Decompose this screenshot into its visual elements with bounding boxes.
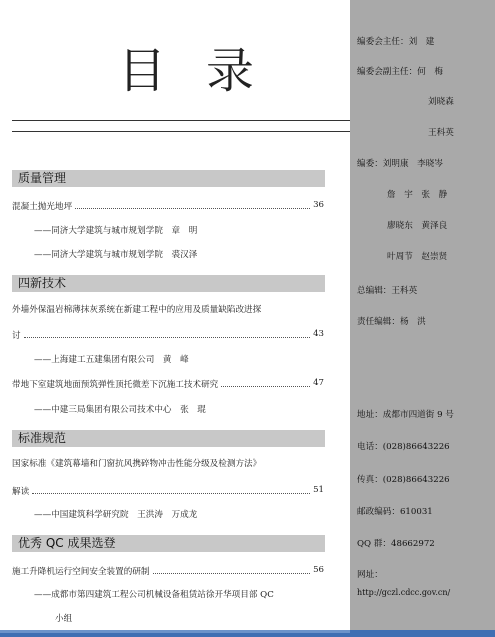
toc-author: ——成都市第四建筑工程公司机械设备租赁站徐开华项目部 QC <box>34 590 274 600</box>
leader-dots <box>153 565 311 574</box>
toc-author: ——中国建筑科学研究院 王洪涛 万成龙 <box>34 510 198 520</box>
leader-dots <box>32 485 310 494</box>
toc-page: 36 <box>313 200 324 210</box>
toc-page: 47 <box>313 378 324 388</box>
toc-entry[interactable] <box>12 329 324 341</box>
toc-page: 51 <box>313 485 324 495</box>
contact-address: 地址：成都市四道街 9 号 <box>357 410 454 420</box>
bottom-color-bar <box>0 630 495 637</box>
contact-postcode: 邮政编码：610031 <box>357 507 433 517</box>
bottom-color-bar-left <box>0 630 350 633</box>
masthead-resp-editor: 责任编辑：杨 洪 <box>357 317 426 327</box>
toc-entry[interactable] <box>12 378 324 390</box>
toc-title: 解读 <box>12 487 30 497</box>
leader-dots <box>24 329 310 338</box>
toc-author: ——同济大学建筑与城市规划学院 章 明 <box>34 226 198 236</box>
toc-author: ——上海建工五建集团有限公司 黄 峰 <box>34 355 189 365</box>
masthead-members-2: 詹 宇 张 静 <box>387 190 448 200</box>
contact-web-link[interactable]: http://gczl.cdcc.gov.cn/ <box>357 588 451 597</box>
toc-author-cont: 小组 <box>55 614 73 624</box>
masthead-vice-2: 刘晓森 <box>428 97 454 107</box>
section-header-new-tech: 四新技术 <box>12 275 325 292</box>
divider-bottom <box>12 131 350 132</box>
toc-title: 混凝土抛光地坪 <box>12 202 73 212</box>
leader-dots <box>75 200 310 209</box>
toc-entry[interactable] <box>12 485 324 497</box>
toc-title-line[interactable]: 外墙外保温岩棉薄抹灰系统在新建工程中的应用及质量缺陷改进探 <box>12 305 262 315</box>
page-title <box>118 32 255 101</box>
contact-phone: 电话：(028)86643226 <box>357 442 450 452</box>
masthead-members-3: 廖晓东 黄泽良 <box>387 221 448 231</box>
section-header-quality: 质量管理 <box>12 170 325 187</box>
toc-title-line[interactable]: 国家标准《建筑幕墙和门窗抗风携碎物冲击性能分级及检测方法》 <box>12 459 262 469</box>
masthead-editor: 总编辑：王科英 <box>357 286 418 296</box>
title-char-2: 录 <box>206 43 255 99</box>
section-header-qc: 优秀 QC 成果选登 <box>12 535 325 552</box>
masthead-sidebar <box>350 0 495 630</box>
contact-qq: QQ 群：48662972 <box>357 539 435 549</box>
toc-author: ——中建三局集团有限公司技术中心 张 琨 <box>34 405 206 415</box>
toc-title: 讨 <box>12 331 21 341</box>
masthead-chief: 编委会主任：刘 建 <box>357 37 435 47</box>
divider-top <box>12 120 350 121</box>
title-char-1: 目 <box>118 43 167 99</box>
contact-fax: 传真：(028)86643226 <box>357 475 450 485</box>
toc-title: 施工升降机运行空间安全装置的研制 <box>12 567 150 577</box>
contact-web-label: 网址： <box>357 570 383 580</box>
toc-entry[interactable] <box>12 565 324 577</box>
toc-entry[interactable] <box>12 200 324 212</box>
leader-dots <box>221 378 310 387</box>
toc-page: 56 <box>313 565 324 575</box>
masthead-vice: 编委会副主任：何 梅 <box>357 67 443 77</box>
masthead-vice-3: 王科英 <box>428 128 454 138</box>
masthead-members: 编委：刘明康 李晓岑 <box>357 159 443 169</box>
toc-author: ——同济大学建筑与城市规划学院 裘汉泽 <box>34 250 198 260</box>
toc-title: 带地下室建筑地面预筑弹性顶托微差下沉施工技术研究 <box>12 380 219 390</box>
toc-page: 43 <box>313 329 324 339</box>
masthead-members-4: 叶周节 赵崇贤 <box>387 252 448 262</box>
section-header-standards: 标准规范 <box>12 430 325 447</box>
